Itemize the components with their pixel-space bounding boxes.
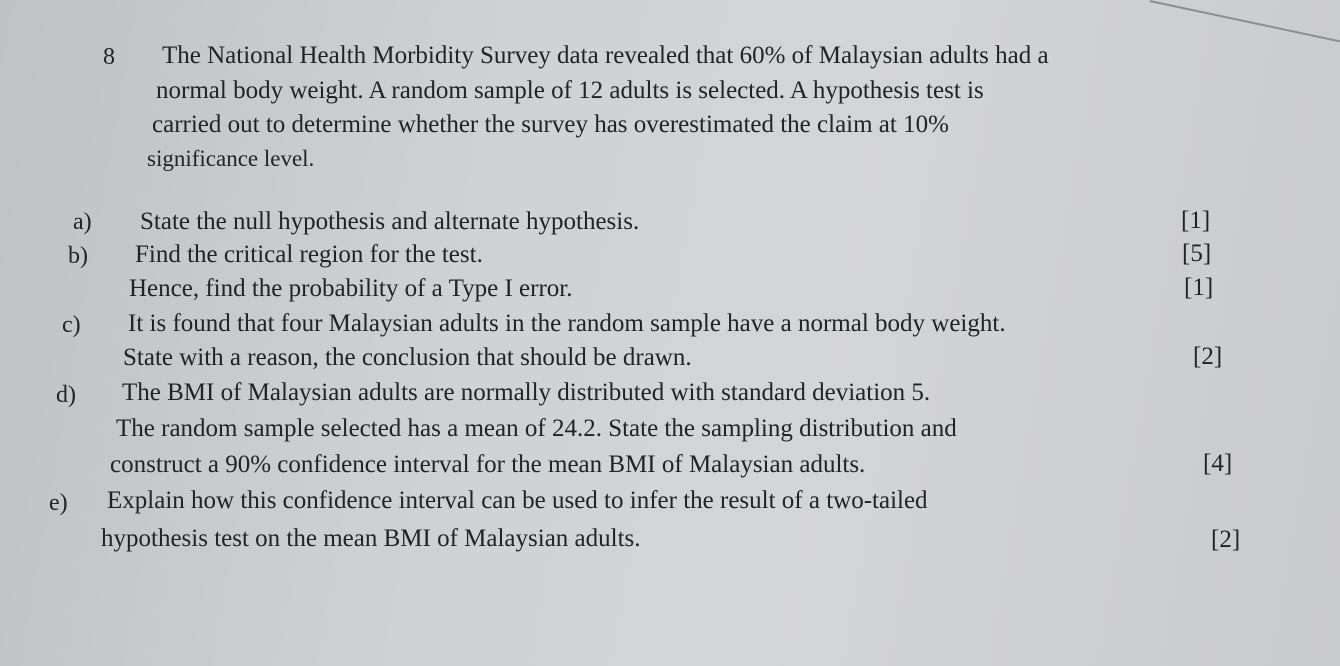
part-d-line-2: The random sample selected has a mean of 24.2. State the sampling distribution and <box>116 415 957 442</box>
part-e-line-1: Explain how this confidence interval can be used to infer the result of a two-tailed <box>107 487 928 514</box>
stem-line-2: normal body weight. A random sample of 12 adults is selected. A hypothesis test is <box>156 77 984 104</box>
part-d-marks: [4] <box>1203 450 1233 477</box>
part-c-line-1: It is found that four Malaysian adults in the random sample have a normal body weight. <box>128 310 1006 337</box>
part-b-hence-marks: [1] <box>1184 274 1214 301</box>
part-b-hence-text: Hence, find the probability of a Type I error. <box>129 275 573 302</box>
part-e-label: e) <box>49 490 68 516</box>
part-c-marks: [2] <box>1193 343 1223 370</box>
question-number: 8 <box>103 44 115 70</box>
stem-line-3: carried out to determine whether the survey has overestimated the claim at 10% <box>152 111 949 138</box>
stem-line-4: significance level. <box>147 146 315 171</box>
part-e-marks: [2] <box>1211 526 1241 553</box>
part-d-label: d) <box>56 382 76 408</box>
part-d-line-1: The BMI of Malaysian adults are normally distributed with standard deviation 5. <box>122 379 931 406</box>
part-c-label: c) <box>62 312 81 338</box>
part-b-text: Find the critical region for the test. <box>135 241 483 268</box>
paper-edge <box>1150 0 1340 44</box>
part-b-marks: [5] <box>1182 240 1212 267</box>
stem-line-1: The National Health Morbidity Survey data revealed that 60% of Malaysian adults had a <box>162 42 1049 69</box>
part-d-line-3: construct a 90% confidence interval for the mean BMI of Malaysian adults. <box>110 451 866 478</box>
part-a-label: a) <box>73 209 92 235</box>
part-e-line-2: hypothesis test on the mean BMI of Malaysian adults. <box>101 525 641 552</box>
part-b-label: b) <box>68 243 88 269</box>
part-a-text: State the null hypothesis and alternate hypothesis. <box>140 208 640 235</box>
part-a-marks: [1] <box>1181 207 1211 234</box>
part-c-line-2: State with a reason, the conclusion that should be drawn. <box>123 344 692 371</box>
